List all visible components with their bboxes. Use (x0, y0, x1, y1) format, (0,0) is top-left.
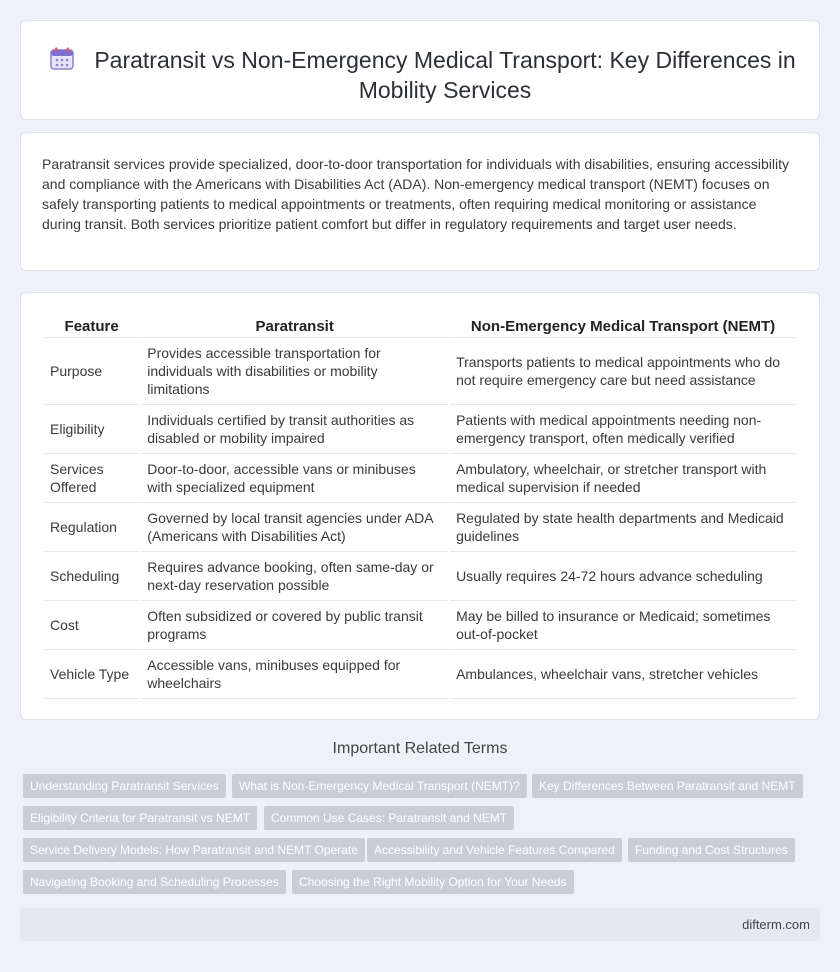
related-term-tag[interactable]: Service Delivery Models: How Paratransit and NEMT Operate (23, 838, 365, 862)
related-term-tag[interactable]: Key Differences Between Paratransit and NEMT (532, 774, 803, 798)
paratransit-cell: Governed by local transit agencies under ADA (Americans with Disabilities Act) (141, 503, 448, 552)
feature-cell: Vehicle Type (44, 650, 139, 699)
nemt-cell: May be billed to insurance or Medicaid; sometimes out-of-pocket (450, 601, 796, 650)
header-card (20, 20, 820, 120)
table-row (44, 503, 796, 552)
comparison-table (42, 314, 798, 699)
related-term-tag[interactable]: Accessibility and Vehicle Features Compared (367, 838, 622, 862)
nemt-cell: Usually requires 24-72 hours advance scheduling (450, 552, 796, 601)
feature-cell: Scheduling (44, 552, 139, 601)
table-row (44, 454, 796, 503)
table-row (44, 338, 796, 405)
related-term-tag[interactable]: Funding and Cost Structures (628, 838, 795, 862)
column-header: Paratransit (141, 314, 448, 338)
footer (20, 908, 820, 941)
feature-cell: Regulation (44, 503, 139, 552)
paratransit-cell: Often subsidized or covered by public transit programs (141, 601, 448, 650)
paratransit-cell: Door-to-door, accessible vans or minibuses with specialized equipment (141, 454, 448, 503)
paratransit-cell: Accessible vans, minibuses equipped for wheelchairs (141, 650, 448, 699)
related-term-tag[interactable]: Navigating Booking and Scheduling Processes (23, 870, 286, 894)
intro-card (20, 132, 820, 271)
nemt-cell: Ambulances, wheelchair vans, stretcher vehicles (450, 650, 796, 699)
site-name[interactable]: difterm.com (742, 917, 810, 932)
related-term-tag[interactable]: Understanding Paratransit Services (23, 774, 226, 798)
paratransit-cell: Individuals certified by transit authorities as disabled or mobility impaired (141, 405, 448, 454)
paratransit-cell: Provides accessible transportation for individuals with disabilities or mobility limitations (141, 338, 448, 405)
feature-cell: Services Offered (44, 454, 139, 503)
nemt-cell: Transports patients to medical appointments who do not require emergency care but need assistance (450, 338, 796, 405)
table-row (44, 552, 796, 601)
nemt-cell: Ambulatory, wheelchair, or stretcher transport with medical supervision if needed (450, 454, 796, 503)
nemt-cell: Regulated by state health departments and Medicaid guidelines (450, 503, 796, 552)
table-row (44, 601, 796, 650)
feature-cell: Cost (44, 601, 139, 650)
paratransit-cell: Requires advance booking, often same-day or next-day reservation possible (141, 552, 448, 601)
comparison-table-card (20, 292, 820, 720)
column-header: Feature (44, 314, 139, 338)
table-row (44, 405, 796, 454)
nemt-cell: Patients with medical appointments needing non-emergency transport, often medically verified (450, 405, 796, 454)
intro-paragraph: Paratransit services provide specialized, door-to-door transportation for individuals with disabilities, ensuring accessibility and compliance with the Americans with Disabilities Act (ADA). Non-emergency medical transport (NEMT) focuses on safely transporting patients to medical appointments or treatments, often requiring medical monitoring or assistance during transit. Both services prioritize patient comfort but differ in regulatory requirements and target user needs. (42, 156, 790, 232)
feature-cell: Eligibility (44, 405, 139, 454)
feature-cell: Purpose (44, 338, 139, 405)
page-title: Paratransit vs Non-Emergency Medical Transport: Key Differences in Mobility Services (94, 47, 796, 103)
related-terms-heading: Important Related Terms (332, 740, 508, 757)
table-row (44, 650, 796, 699)
related-term-tag[interactable]: Choosing the Right Mobility Option for Your Needs (292, 870, 574, 894)
column-header: Non-Emergency Medical Transport (NEMT) (450, 314, 796, 338)
related-term-tag[interactable]: What is Non-Emergency Medical Transport (NEMT)? (232, 774, 527, 798)
related-term-tag[interactable]: Eligibility Criteria for Paratransit vs NEMT (23, 806, 257, 830)
related-term-tag[interactable]: Common Use Cases: Paratransit and NEMT (264, 806, 514, 830)
table-header-row (44, 314, 796, 338)
